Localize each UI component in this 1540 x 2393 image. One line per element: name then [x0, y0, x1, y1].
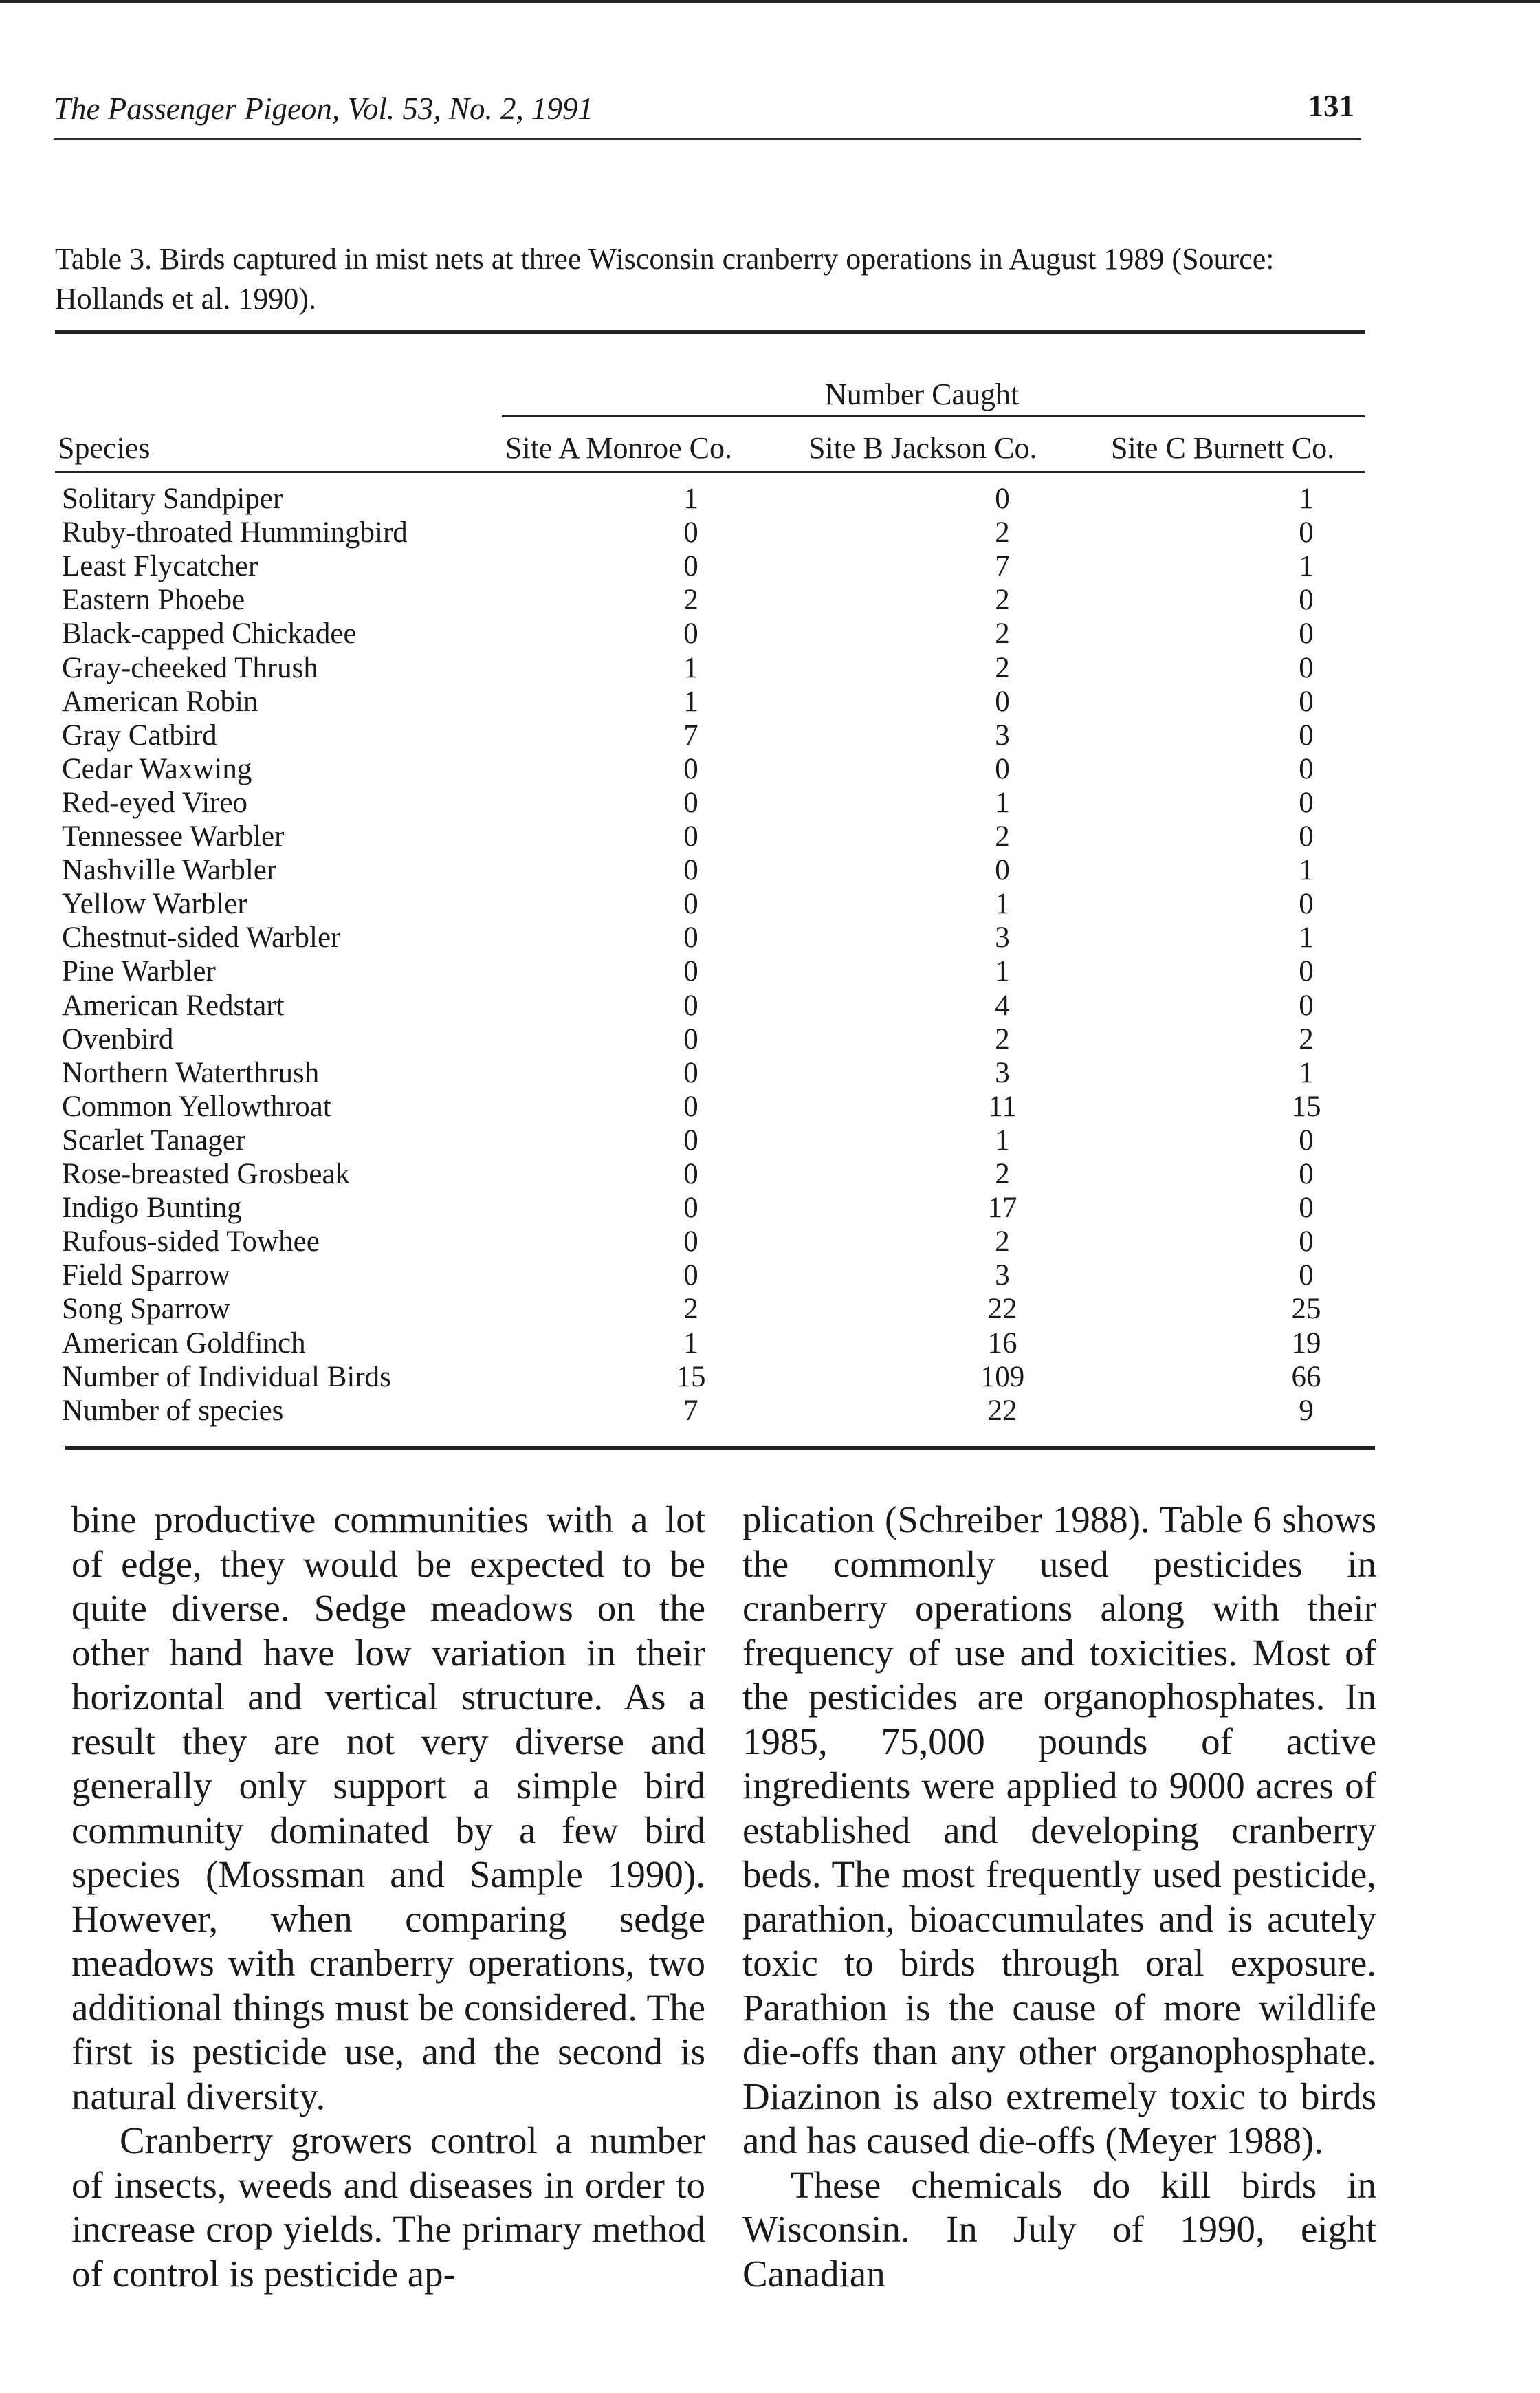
site-c-cell: 0: [1299, 820, 1314, 853]
species-cell: Field Sparrow: [62, 1259, 230, 1292]
site-a-cell: 0: [683, 550, 698, 583]
species-cell: Rose-breasted Grosbeak: [62, 1158, 351, 1190]
species-cell: American Robin: [62, 685, 258, 718]
site-b-cell: 1: [995, 1124, 1010, 1157]
site-a-cell: 0: [683, 1158, 698, 1190]
site-c-cell: 0: [1299, 1259, 1314, 1292]
species-cell: Number of Individual Birds: [62, 1360, 391, 1393]
species-cell: Common Yellowthroat: [62, 1090, 331, 1123]
site-c-cell: 9: [1299, 1394, 1314, 1427]
site-c-cell: 15: [1291, 1090, 1321, 1123]
site-c-cell: 0: [1299, 685, 1314, 718]
site-c-cell: 0: [1299, 651, 1314, 684]
site-c-cell: 0: [1299, 955, 1314, 988]
species-cell: Red-eyed Vireo: [62, 786, 248, 819]
table-row: [55, 786, 1365, 820]
species-cell: Least Flycatcher: [62, 550, 258, 583]
species-cell: Yellow Warbler: [62, 888, 248, 921]
table-row: [55, 989, 1365, 1023]
site-a-cell: 0: [683, 1090, 698, 1123]
site-a-cell: 0: [683, 786, 698, 819]
species-cell: Gray-cheeked Thrush: [62, 651, 318, 684]
site-a-cell: 1: [683, 483, 698, 515]
site-a-cell: 0: [683, 618, 698, 651]
site-a-cell: 0: [683, 1192, 698, 1225]
right-paragraph-2: These chemicals do kill birds in Wisconsin. In July of 1990, eight Canadian: [742, 2163, 1376, 2295]
site-b-cell: 3: [995, 1259, 1010, 1292]
site-b-cell: 2: [995, 584, 1010, 617]
site-b-cell: 2: [995, 618, 1010, 651]
left-paragraph-2: Cranberry growers control a number of insects, weeds and diseases in order to increase crop yields. The primary method of control is pesticide ap-: [72, 2119, 705, 2295]
site-a-cell: 0: [683, 516, 698, 549]
site-b-cell: 0: [995, 685, 1010, 718]
site-c-cell: 0: [1299, 618, 1314, 651]
table-row: [55, 1258, 1365, 1292]
table-row: [55, 1225, 1365, 1258]
number-caught-rule: [502, 415, 1365, 417]
table-row: [55, 651, 1365, 685]
table-row: [55, 1360, 1365, 1394]
species-cell: Cedar Waxwing: [62, 752, 252, 785]
site-c-cell: 1: [1299, 1056, 1314, 1089]
site-a-cell: 0: [683, 989, 698, 1022]
site-b-cell: 16: [987, 1326, 1018, 1359]
table-row: [55, 820, 1365, 853]
right-paragraph-1: plication (Schreiber 1988). Table 6 shows the commonly used pesticides in cranberry operations along with their frequency of use and toxicities. Most of the pesticides are organophosphates. In 1985, 75,000 pounds of active ingredients were applied to 9000 acres of established and developing cranberry beds. The most frequently used pesticide, parathion, bioaccumulates and is acutely toxic to birds through oral exposure. Parathion is the cause of more wildlife die-offs than any other organophosphate. Diazinon is also extremely toxic to birds and has caused die-offs (Meyer 1988).: [742, 1498, 1376, 2161]
site-a-cell: 15: [676, 1360, 706, 1393]
species-cell: Scarlet Tanager: [62, 1124, 246, 1157]
site-a-cell: 0: [683, 955, 698, 988]
species-cell: Number of species: [62, 1394, 284, 1427]
column-header-site-b: Site B Jackson Co.: [808, 431, 1037, 465]
site-c-cell: 1: [1299, 483, 1314, 515]
table-row: [55, 617, 1365, 651]
journal-citation: The Passenger Pigeon, Vol. 53, No. 2, 1991: [54, 91, 593, 126]
species-cell: Rufous-sided Towhee: [62, 1225, 320, 1258]
species-cell: Tennessee Warbler: [62, 820, 285, 853]
site-b-cell: 2: [995, 1023, 1010, 1056]
site-b-cell: 22: [987, 1293, 1018, 1326]
species-cell: Eastern Phoebe: [62, 584, 245, 617]
site-b-cell: 3: [995, 1056, 1010, 1089]
table-row: [55, 549, 1365, 583]
site-b-cell: 2: [995, 651, 1010, 684]
site-b-cell: 17: [987, 1192, 1018, 1225]
site-c-cell: 19: [1291, 1326, 1321, 1359]
site-a-cell: 0: [683, 1124, 698, 1157]
site-a-cell: 7: [683, 719, 698, 752]
site-a-cell: 0: [683, 1023, 698, 1056]
table-row: [55, 1124, 1365, 1157]
table-row: [55, 853, 1365, 887]
table-row: [55, 752, 1365, 786]
site-c-cell: 0: [1299, 1158, 1314, 1190]
site-c-cell: 0: [1299, 752, 1314, 785]
table-caption: Table 3. Birds captured in mist nets at three Wisconsin cranberry operations in August 1989 (Source: Hollands et al. 1990).: [55, 242, 1275, 316]
table-row: [55, 887, 1365, 921]
page-number: 131: [1308, 89, 1354, 123]
site-b-cell: 3: [995, 921, 1010, 954]
running-head: [54, 88, 1361, 140]
species-cell: Nashville Warbler: [62, 854, 277, 887]
species-cell: Song Sparrow: [62, 1293, 230, 1326]
site-b-cell: 0: [995, 752, 1010, 785]
site-b-cell: 2: [995, 820, 1010, 853]
table-row: [55, 1090, 1365, 1124]
table-row: [55, 1191, 1365, 1225]
site-b-cell: 7: [995, 550, 1010, 583]
site-b-cell: 1: [995, 786, 1010, 819]
table-header-rule: [55, 471, 1365, 473]
site-b-cell: 2: [995, 1158, 1010, 1190]
left-text-column: [72, 1498, 705, 2296]
site-b-cell: 4: [995, 989, 1010, 1022]
site-c-cell: 0: [1299, 1124, 1314, 1157]
site-c-cell: 2: [1299, 1023, 1314, 1056]
species-cell: Pine Warbler: [62, 955, 216, 988]
site-c-cell: 1: [1299, 550, 1314, 583]
site-b-cell: 22: [987, 1394, 1018, 1427]
column-header-species: Species: [58, 431, 151, 465]
species-cell: Indigo Bunting: [62, 1192, 242, 1225]
species-cell: Solitary Sandpiper: [62, 483, 283, 515]
species-cell: Black-capped Chickadee: [62, 618, 357, 651]
site-a-cell: 0: [683, 820, 698, 853]
table-row: [55, 1394, 1365, 1428]
species-cell: Ovenbird: [62, 1023, 174, 1056]
table-row: [55, 482, 1365, 516]
site-b-cell: 2: [995, 1225, 1010, 1258]
site-a-cell: 0: [683, 921, 698, 954]
right-text-column: [742, 1498, 1376, 2296]
site-b-cell: 0: [995, 483, 1010, 515]
site-b-cell: 2: [995, 516, 1010, 549]
site-b-cell: 3: [995, 719, 1010, 752]
site-a-cell: 0: [683, 888, 698, 921]
table-row: [55, 1157, 1365, 1191]
site-a-cell: 7: [683, 1394, 698, 1427]
site-c-cell: 25: [1291, 1293, 1321, 1326]
table-row: [55, 921, 1365, 954]
site-a-cell: 0: [683, 854, 698, 887]
site-a-cell: 2: [683, 1293, 698, 1326]
site-a-cell: 0: [683, 752, 698, 785]
site-c-cell: 0: [1299, 584, 1314, 617]
column-header-site-a: Site A Monroe Co.: [505, 431, 733, 465]
site-c-cell: 0: [1299, 719, 1314, 752]
table-row: [55, 685, 1365, 719]
site-b-cell: 0: [995, 854, 1010, 887]
table-row: [55, 719, 1365, 752]
table-row: [55, 516, 1365, 549]
site-a-cell: 1: [683, 1326, 698, 1359]
table-row: [55, 583, 1365, 617]
table-top-rule: [55, 330, 1365, 334]
table-row: [55, 1326, 1365, 1360]
site-a-cell: 1: [683, 685, 698, 718]
site-c-cell: 0: [1299, 989, 1314, 1022]
species-cell: Chestnut-sided Warbler: [62, 921, 341, 954]
site-c-cell: 1: [1299, 921, 1314, 954]
site-c-cell: 0: [1299, 786, 1314, 819]
species-cell: Gray Catbird: [62, 719, 217, 752]
site-a-cell: 0: [683, 1225, 698, 1258]
site-a-cell: 1: [683, 651, 698, 684]
site-c-cell: 0: [1299, 888, 1314, 921]
left-paragraph-1: bine productive communities with a lot of edge, they would be expected to be quite diverse. Sedge meadows on the other hand have low variation in their horizontal and vertical structure. As a result they are not very diverse and generally only support a simple bird community dominated by a few bird species (Mossman and Sample 1990). However, when comparing sedge meadows with cranberry operations, two additional things must be considered. The first is pesticide use, and the second is natural diversity.: [72, 1498, 705, 2117]
table-row: [55, 1056, 1365, 1090]
table-bottom-rule: [65, 1446, 1375, 1450]
site-c-cell: 0: [1299, 1192, 1314, 1225]
species-cell: American Goldfinch: [62, 1326, 306, 1359]
species-cell: Ruby-throated Hummingbird: [62, 516, 408, 549]
site-c-cell: 1: [1299, 854, 1314, 887]
column-header-site-c: Site C Burnett Co.: [1111, 431, 1335, 465]
site-c-cell: 0: [1299, 516, 1314, 549]
site-b-cell: 109: [980, 1360, 1025, 1393]
site-c-cell: 0: [1299, 1225, 1314, 1258]
site-a-cell: 2: [683, 584, 698, 617]
species-cell: Northern Waterthrush: [62, 1056, 320, 1089]
table-row: [55, 1023, 1365, 1056]
site-c-cell: 66: [1291, 1360, 1321, 1393]
table-row: [55, 954, 1365, 988]
page-top-rule: [0, 0, 1540, 3]
site-a-cell: 0: [683, 1259, 698, 1292]
table-row: [55, 1292, 1365, 1326]
site-b-cell: 1: [995, 888, 1010, 921]
number-caught-header: Number Caught: [825, 378, 1020, 411]
species-cell: American Redstart: [62, 989, 285, 1022]
site-a-cell: 0: [683, 1056, 698, 1089]
site-b-cell: 1: [995, 955, 1010, 988]
site-b-cell: 11: [988, 1090, 1017, 1123]
